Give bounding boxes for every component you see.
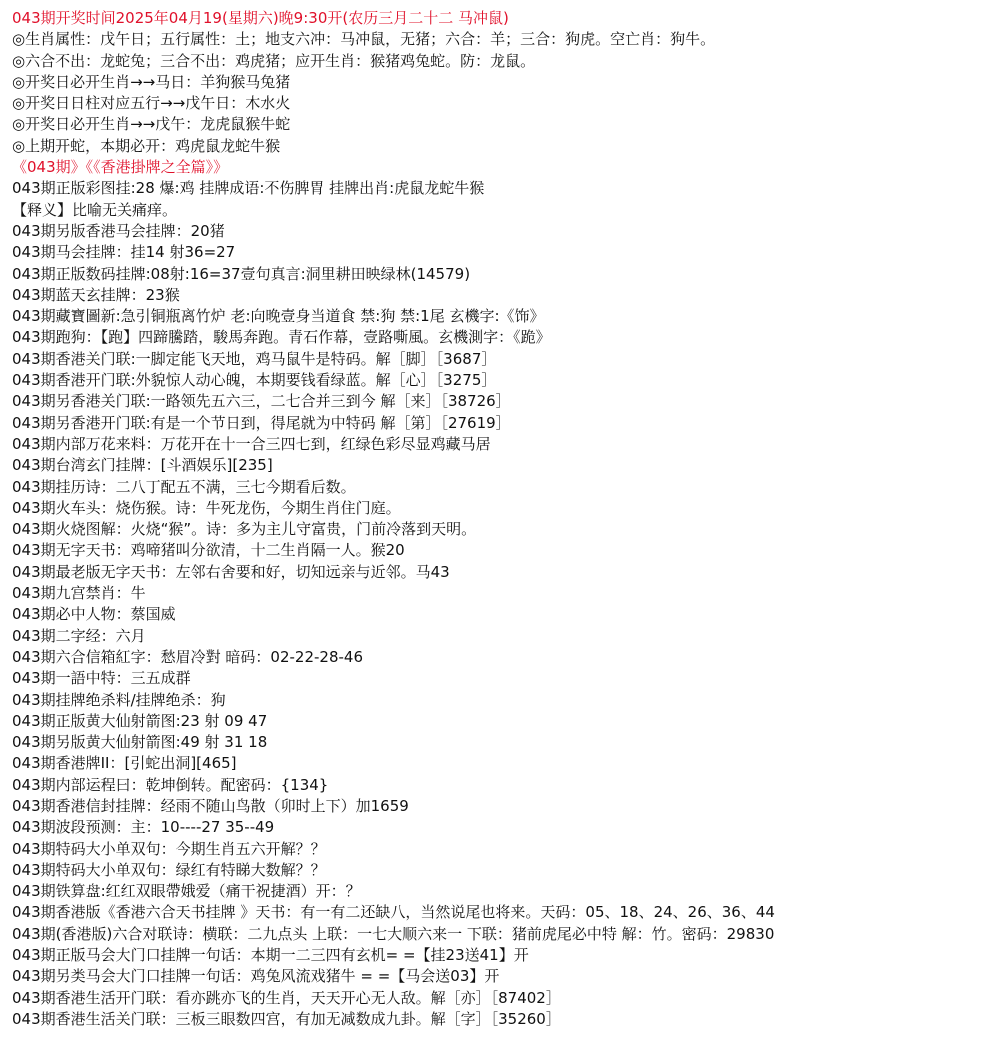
document-body	[12, 8, 992, 1030]
text-line: 043期另版香港马会挂牌：20猪	[12, 221, 225, 240]
text-line: 043期最老版无字天书：左邻右舍要和好，切知远亲与近邻。马43	[12, 562, 450, 581]
text-line: 043期挂历诗：二八丁配五不满，三七今期看后数。	[12, 477, 356, 496]
text-line: ◎开奖日必开生肖→→马日：羊狗猴马兔猪	[12, 72, 291, 91]
text-line: 043期(香港版)六合对联诗：横联：二九点头 上联：一七大顺六来一 下联：猪前虎尾必中特 解：竹。密码：29830	[12, 924, 775, 943]
text-line: 043期香港牌II：[引蛇出洞][465]	[12, 754, 237, 773]
text-line: ◎六合不出：龙蛇兔；三合不出：鸡虎猪；应开生肖：猴猪鸡兔蛇。防：龙鼠。	[12, 51, 536, 70]
text-line: 043期挂牌绝杀料/挂牌绝杀：狗	[12, 690, 226, 709]
text-line: 043期特码大小单双句：绿红有特睇大数解？？	[12, 860, 326, 879]
text-line: 043期另香港开门联:有是一个节日到，得尾就为中特码 解［第］［27619］	[12, 413, 511, 432]
text-line: ◎生肖属性：戊午日；五行属性：土；地支六冲：马冲鼠，无猪；六合：羊；三合：狗虎。空亡肖：狗牛。	[12, 30, 716, 49]
text-line: 【释义】比喻无关痛痒。	[12, 200, 178, 219]
text-line: 043期九宫禁肖：牛	[12, 584, 146, 603]
text-line: 043期波段预测：主：10----27 35--49	[12, 818, 275, 837]
text-line: 043期六合信箱紅字：愁眉冷對 暗码：02-22-28-46	[12, 647, 363, 666]
text-line: 043期铁算盘:红红双眼帶娥爱（痛干祝捷酒）开：？	[12, 882, 361, 901]
draw-header-line: 043期开奖时间2025年04月19(星期六)晚9:30开(农历三月二十二 马冲鼠)	[12, 9, 509, 27]
text-line: 043期香港信封挂牌：经雨不随山鸟散（卯时上下）加1659	[12, 796, 409, 815]
text-line: 043期火烧图解：火烧“猴”。诗：多为主儿守富贵，门前冷落到天明。	[12, 520, 477, 539]
text-line: 043期必中人物：蔡国威	[12, 605, 176, 624]
text-line: 043期藏寶圖新:急引铜瓶离竹炉 老:向晚壹身当道食 禁:狗 禁:1尾 玄機字:《饰》	[12, 307, 545, 326]
text-line: 043期内部运程曰：乾坤倒转。配密码：{134}	[12, 775, 329, 794]
text-line: 043期蓝天玄挂牌：23猴	[12, 285, 180, 304]
text-line: 043期正版马会大门口挂牌一句话：本期一二三四有玄机= =【挂23送41】开	[12, 946, 529, 965]
text-line: 043期内部万花来料：万花开在十一合三四七到，红绿色彩尽显鸡藏马居	[12, 434, 491, 453]
text-line: 043期香港版《香港六合天书挂牌 》天书：有一有二还缺八，当然说尾也将来。天码：05、18、24、26、36、44	[12, 903, 775, 922]
text-line: 043期二字经：六月	[12, 626, 146, 645]
text-line: 043期香港关门联:一脚定能飞天地，鸡马鼠牛是特码。解［脚］［3687］	[12, 349, 497, 368]
text-line: 043期无字天书：鸡啼猪叫分欲清，十二生肖隔一人。猴20	[12, 541, 405, 560]
text-line: 043期正版彩图挂:28 爆:鸡 挂牌成语:不伤脾胃 挂牌出肖:虎鼠龙蛇牛猴	[12, 179, 485, 198]
text-line: ◎上期开蛇，本期必开：鸡虎鼠龙蛇牛猴	[12, 136, 281, 155]
text-line: 043期一語中特：三五成群	[12, 669, 191, 688]
text-line: 043期正版数码挂牌:08射:16=37壹句真言:洞里耕田映绿林(14579)	[12, 264, 471, 283]
text-line: 043期马会挂牌：挂14 射36=27	[12, 243, 236, 262]
text-line: 043期另类马会大门口挂牌一句话：鸡兔风流戏猪牛 = =【马会送03】开	[12, 967, 500, 986]
text-line: 043期另香港关门联:一路领先五六三，二七合并三到今 解［来］［38726］	[12, 392, 511, 411]
text-line: 043期香港开门联:外貌惊人动心魄，本期要钱看绿蓝。解［心］［3275］	[12, 371, 497, 390]
text-line: 043期台湾玄门挂牌：[斗酒娱乐][235]	[12, 456, 273, 475]
text-line: 043期正版黄大仙射箭图:23 射 09 47	[12, 711, 268, 730]
text-line: 043期特码大小单双句：今期生肖五六开解？？	[12, 839, 326, 858]
section-heading-line: 《043期》《《香港掛牌之全篇》》	[12, 158, 229, 177]
text-line: 043期另版黄大仙射箭图:49 射 31 18	[12, 733, 268, 752]
text-line: 043期香港生活关门联：三板三眼数四宫，有加无减数成九卦。解［字］［35260］	[12, 1009, 561, 1028]
text-line: 043期火车头：烧伤猴。诗：牛死龙伤，今期生肖住门庭。	[12, 498, 401, 517]
text-line: 043期香港生活开门联：看亦跳亦飞的生肖，天天开心无人敌。解［亦］［87402］	[12, 988, 561, 1007]
text-line: ◎开奖日必开生肖→→戊午：龙虎鼠猴牛蛇	[12, 115, 291, 134]
text-line: 043期跑狗：【跑】四蹄騰踏，駿馬奔跑。青石作幕，壹路嘶風。玄機測字：《跪》	[12, 328, 551, 347]
text-line: ◎开奖日日柱对应五行→→戊午日：木水火	[12, 94, 291, 113]
